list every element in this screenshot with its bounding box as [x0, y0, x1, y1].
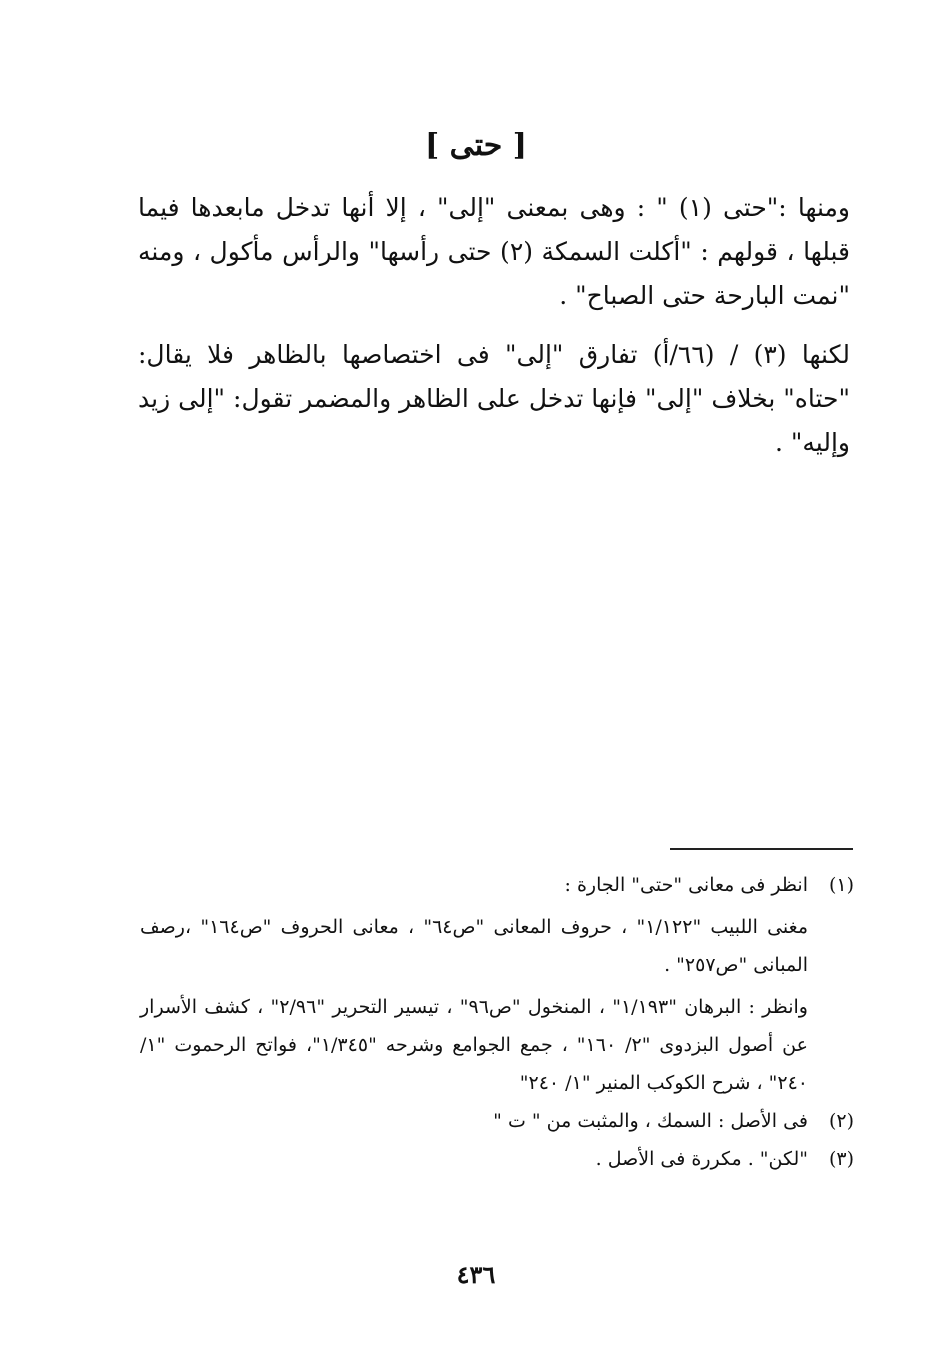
body-paragraph-1: ومنها :"حتى (١) " : وهى بمعنى "إلى" ، إلا أنها تدخل مابعدها فيما قبلها ، قولهم : "أكلت السمكة (٢) حتى رأسها" والرأس مأكول ، ومنه "نمت البارحة حتى الصباح" .: [138, 193, 850, 310]
footnote-1-further-sources: وانظر : البرهان "١/١٩٣" ، المنخول "ص٩٦" ، تيسير التحرير "٢/٩٦" ، كشف الأسرار عن أصول البزدوى "٢/ ١٦٠" ، جمع الجوامع وشرحه "١/٣٤٥"، فواتح الرحموت "١/ ٢٤٠" ، شرح الكوكب المنير "١/ ٢٤٠": [140, 996, 808, 1094]
footnote-number: (٣): [828, 1148, 854, 1170]
footnote-separator: [670, 848, 853, 850]
footnote-text: انظر فى معانى "حتى" الجارة :: [564, 874, 808, 896]
body-paragraph-2: لكنها (٣) / (٦٦/أ) تفارق "إلى" فى اختصاصها بالظاهر فلا يقال: "حتاه" بخلاف "إلى" فإنها تدخل على الظاهر والمضمر تقول: "إلى زيد وإليه" .: [138, 340, 850, 457]
footnote-3: [140, 1140, 854, 1178]
footnote-text: فى الأصل : السمك ، والمثبت من " ت ": [493, 1110, 808, 1132]
footnote-2: [140, 1102, 854, 1140]
footnotes: [140, 866, 854, 1178]
page-number: ٤٣٦: [456, 1260, 496, 1289]
footnote-text: "لكن" . مكررة فى الأصل .: [595, 1148, 808, 1170]
footnote-1: [140, 866, 854, 904]
footnote-number: (٢): [828, 1110, 854, 1132]
footnote-number: (١): [828, 874, 854, 896]
footnote-1-sources: مغنى اللبيب "١/١٢٢" ، حروف المعانى "ص٦٤" ، معانى الحروف "ص١٦٤" ،رصف المبانى "ص٢٥٧" .: [140, 916, 809, 976]
section-heading: [ حتى ]: [425, 128, 527, 163]
